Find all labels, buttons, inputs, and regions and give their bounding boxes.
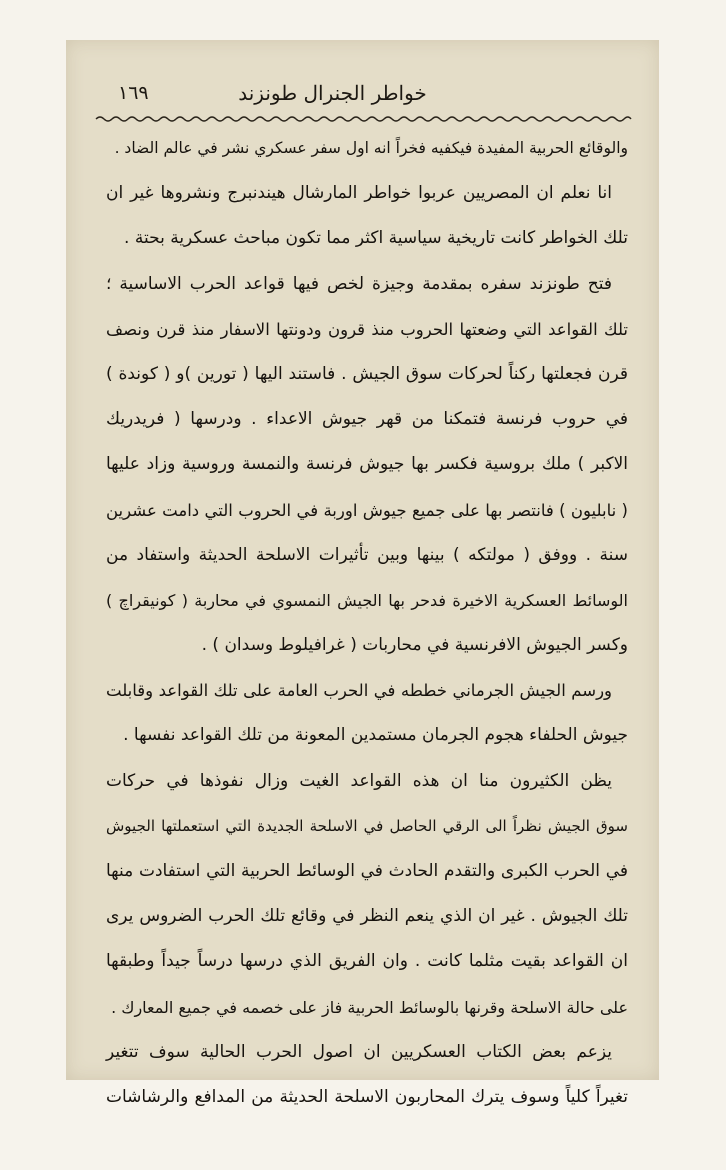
text-line: ( نابليون ) فانتصر بها على جميع جيوش اوربة في الحروب التي دامت عشرين	[106, 500, 628, 520]
text-line: سوق الجيش نظراً الى الرقي الحاصل في الاسلحة الجديدة التي استعملتها الجيوش	[106, 816, 628, 835]
text-line: في حروب فرنسة فتمكنا من قهر جيوش الاعداء . ودرسها ( فريدريك	[106, 409, 628, 430]
text-line: في الحرب الكبرى والتقدم الحادث في الوسائط الحربية التي استفادت منها	[106, 861, 628, 881]
text-line: ان القواعد بقيت مثلما كانت . وان الفريق الذي درسها درساً جيداً وطبقها	[106, 951, 628, 972]
text-line: تغيراً كلياً وسوف يترك المحاربون الاسلحة الحديثة من المدافع والرشاشات	[106, 1086, 628, 1107]
text-line: الاكبر ) ملك بروسية فكسر بها جيوش فرنسة والنمسة وروسية وزاد عليها	[106, 454, 628, 475]
text-line: يزعم بعض الكتاب العسكريين ان اصول الحرب الحالية سوف تتغير	[106, 1041, 612, 1062]
text-line: سنة . ووفق ( مولتكه ) بينها وبين تأثيرات الاسلحة الحديثة واستفاد من	[106, 544, 628, 565]
body-text	[106, 126, 628, 1120]
text-line: جيوش الحلفاء هجوم الجرمان مستمدين المعونة من تلك القواعد نفسها .	[123, 725, 628, 746]
text-line: انا نعلم ان المصريين عربوا خواطر المارشال هيندنبرج ونشروها غير ان	[106, 183, 612, 204]
text-line: ورسم الجيش الجرماني خططه في الحرب العامة على تلك القواعد وقابلت	[106, 681, 612, 701]
text-line: تلك الجيوش . غير ان الذي ينعم النظر في وقائع تلك الحرب الضروس يرى	[106, 906, 628, 927]
text-line: وكسر الجيوش الافرنسية في محاربات ( غرافيلوط وسدان ) .	[201, 635, 628, 656]
text-line: الوسائط العسكرية الاخيرة فدحر بها الجيش النمسوي في محاربة ( كونيقراچ )	[106, 590, 628, 610]
text-line: يظن الكثيرون منا ان هذه القواعد الغيت وزال نفوذها في حركات	[106, 770, 612, 791]
text-line: والوقائع الحربية المفيدة فيكفيه فخراً انه اول سفر عسكري نشر في عالم الضاد .	[114, 139, 628, 157]
text-line: قرن فجعلتها ركناً لحركات سوق الجيش . فاستند اليها ( تورين )و ( كوندة )	[106, 363, 628, 384]
text-line: تلك القواعد التي وضعتها الحروب منذ قرون ودونتها الاسفار منذ قرن ونصف	[106, 319, 628, 339]
running-title: خواطر الجنرال طونزند	[238, 81, 427, 105]
page-number: ١٦٩	[118, 82, 149, 104]
text-line: فتح طونزند سفره بمقدمة وجيزة لخص فيها قواعد الحرب الاساسية ؛	[106, 273, 612, 294]
book-page	[66, 40, 659, 1107]
text-line: تلك الخواطر كانت تاريخية سياسية اكثر مما تكون مباحث عسكرية بحتة .	[124, 228, 628, 249]
wavy-rule-divider	[96, 114, 631, 124]
text-line: على حالة الاسلحة وقرنها بالوسائط الحربية فاز على خصمه في جميع المعارك .	[111, 997, 628, 1017]
